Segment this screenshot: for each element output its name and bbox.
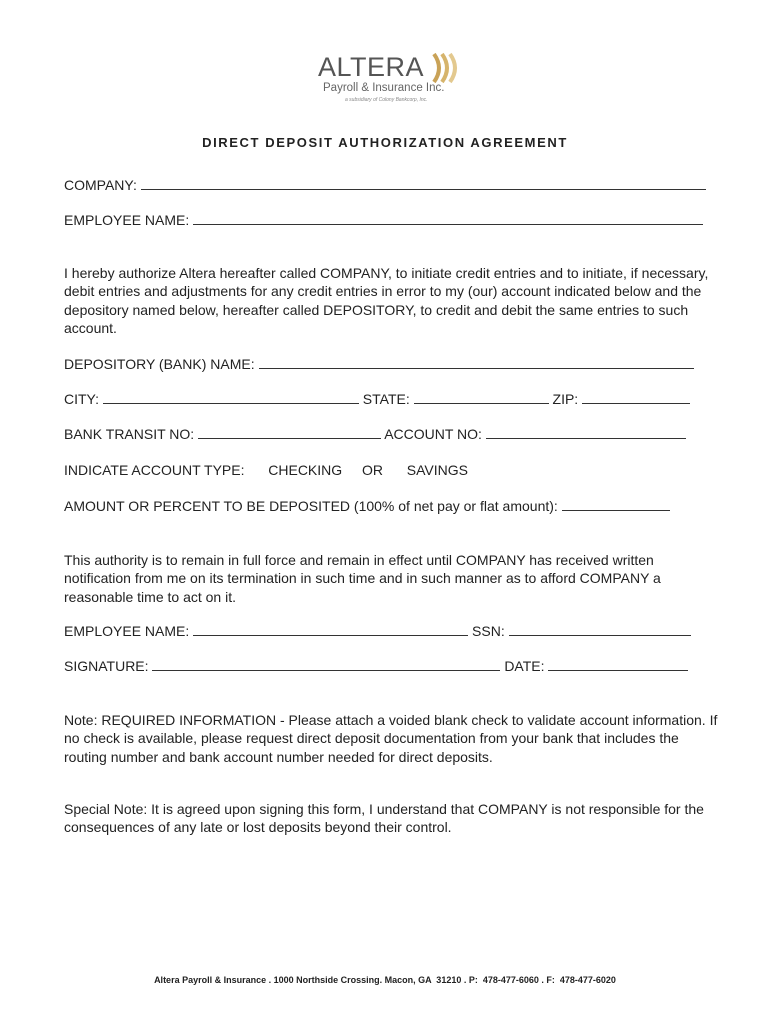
city-state-zip-row [64,390,690,408]
altera-logo [318,52,468,108]
logo-arcs-icon [430,52,466,84]
date-field[interactable] [548,657,688,671]
employee-name-row [64,211,703,229]
transit-field[interactable] [198,425,381,439]
employee-name-label: EMPLOYEE NAME: [64,212,190,228]
or-text: OR [361,462,383,478]
form-title: DIRECT DEPOSIT AUTHORIZATION AGREEMENT [202,135,568,150]
zip-label: ZIP: [552,391,579,407]
checking-option[interactable]: CHECKING [268,462,343,478]
amount-field[interactable] [562,497,670,511]
employee-name-label-2: EMPLOYEE NAME: [64,623,190,639]
depository-field[interactable] [259,355,694,369]
amount-label: AMOUNT OR PERCENT TO BE DEPOSITED (100% of net pay or flat amount): [64,498,558,514]
employee-name-field-2[interactable] [193,622,468,636]
account-type-label: INDICATE ACCOUNT TYPE: [64,462,245,478]
logo-name: ALTERA [318,52,425,82]
logo-subtitle: Payroll & Insurance Inc. [323,82,445,94]
employee-ssn-row [64,622,691,640]
state-label: STATE: [362,391,410,407]
authorization-paragraph: I hereby authorize Altera hereafter called COMPANY, to initiate credit entries and to initiate, if necessary, debit entries and adjustments for any credit entries in error to my (our) account indicated below and the depository named below, hereafter called DEPOSITORY, to credit and debit the same entries to such account. [64,265,709,336]
bank-account-row [64,425,686,443]
date-label: DATE: [504,658,545,674]
special-note-paragraph: Special Note: It is agreed upon signing this form, I understand that COMPANY is not responsible for the consequences of any late or lost deposits beyond their control. [64,801,704,836]
company-field[interactable] [141,176,706,190]
depository-row [64,355,694,373]
footer-address: Altera Payroll & Insurance . 1000 Northside Crossing. Macon, GA 31210 . P: 478-477-6060 . F: 478-477-6020 [154,975,616,985]
amount-row [64,497,670,515]
signature-date-row [64,657,688,675]
depository-label: DEPOSITORY (BANK) NAME: [64,356,255,372]
signature-label: SIGNATURE: [64,658,149,674]
ssn-label: SSN: [472,623,505,639]
logo-tagline: a subsidiary of Colony Bankcorp, Inc. [345,97,428,103]
authority-paragraph: This authority is to remain in full force and remain in effect until COMPANY has received written notification from me on its termination in such time and in such manner as to afford COMPANY a reasonable time to act on it. [64,552,661,605]
account-label: ACCOUNT NO: [384,426,482,442]
city-label: CITY: [64,391,100,407]
savings-option[interactable]: SAVINGS [406,462,468,478]
ssn-field[interactable] [509,622,691,636]
note-paragraph: Note: REQUIRED INFORMATION - Please attach a voided blank check to validate account information. If no check is available, please request direct deposit documentation from your bank that includes the routing number and bank account number needed for direct deposits. [64,712,718,765]
company-row [64,176,706,194]
state-field[interactable] [414,390,549,404]
signature-field[interactable] [152,657,500,671]
account-field[interactable] [486,425,686,439]
account-type-row [64,461,468,479]
transit-label: BANK TRANSIT NO: [64,426,195,442]
company-label: COMPANY: [64,177,137,193]
city-field[interactable] [103,390,359,404]
employee-name-field[interactable] [193,211,703,225]
zip-field[interactable] [582,390,690,404]
